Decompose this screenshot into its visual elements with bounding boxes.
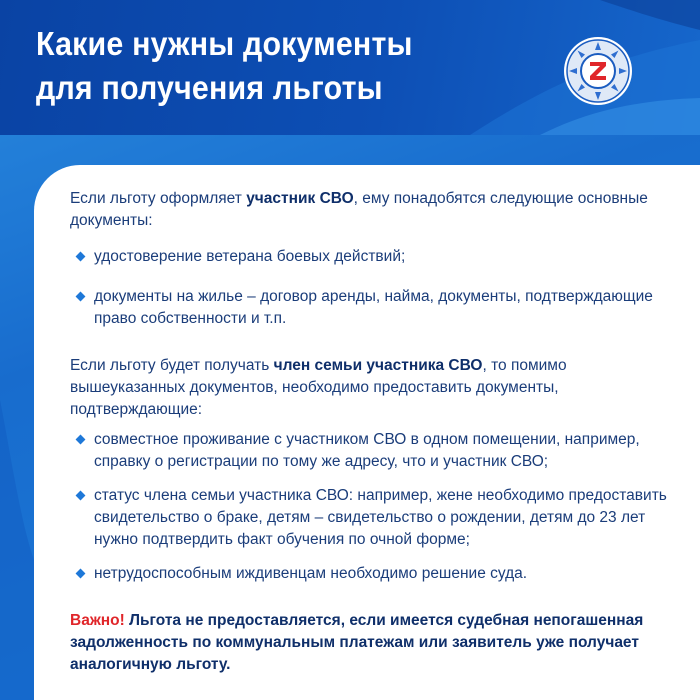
participant-documents-list bbox=[70, 246, 680, 330]
family-documents-list bbox=[70, 429, 680, 585]
family-intro-emphasis: член семьи участника СВО bbox=[273, 357, 483, 374]
important-notice bbox=[70, 610, 680, 676]
family-intro-text: Если льготу будет получать bbox=[70, 357, 274, 374]
content-card bbox=[34, 165, 700, 700]
content-body bbox=[70, 188, 680, 676]
list-item bbox=[70, 286, 680, 330]
list-item bbox=[70, 485, 680, 551]
title-line-1: Какие нужны документы bbox=[36, 25, 413, 62]
important-label: Важно! bbox=[70, 612, 125, 629]
family-intro-text-end: , то помимо вышеуказанных документов, необходимо предоставить документы, подтверждающие: bbox=[70, 357, 567, 418]
diamond-bullet-icon bbox=[76, 569, 86, 579]
diamond-bullet-icon bbox=[76, 435, 86, 445]
diamond-bullet-icon bbox=[76, 292, 86, 302]
list-item-text: совместное проживание с участником СВО в одном помещении, например, справку о регистрации по тому же адресу, что и участник СВО; bbox=[94, 431, 640, 470]
diamond-bullet-icon bbox=[76, 252, 86, 262]
list-item bbox=[70, 246, 680, 268]
list-item-text: документы на жилье – договор аренды, найма, документы, подтверждающие право собственности и т.п. bbox=[94, 288, 653, 327]
diamond-bullet-icon bbox=[76, 491, 86, 501]
list-item-text: нетрудоспособным иждивенцам необходимо решение суда. bbox=[94, 565, 528, 582]
list-item bbox=[70, 429, 680, 473]
list-item-text: статус члена семьи участника СВО: например, жене необходимо предоставить свидетельство о браке, детям – свидетельство о рождении, детям до 23 лет нужно подтвердить факт обучения по очной форме; bbox=[94, 487, 667, 548]
intro-emphasis: участник СВО bbox=[246, 190, 354, 207]
family-intro bbox=[70, 355, 680, 421]
intro-text-end: , ему понадобятся следующие основные документы: bbox=[70, 190, 648, 229]
title-line-2: для получения льготы bbox=[36, 69, 383, 106]
list-item-text: удостоверение ветерана боевых действий; bbox=[94, 248, 406, 265]
participant-intro bbox=[70, 188, 680, 232]
important-text: Льгота не предоставляется, если имеется судебная непогашенная задолженность по коммунальным платежам или заявитель уже получает аналогичную льготу. bbox=[70, 612, 644, 673]
list-item bbox=[70, 563, 680, 585]
page-title bbox=[36, 22, 413, 110]
intro-text: Если льготу оформляет bbox=[70, 190, 247, 207]
z-emblem-icon bbox=[563, 36, 633, 106]
